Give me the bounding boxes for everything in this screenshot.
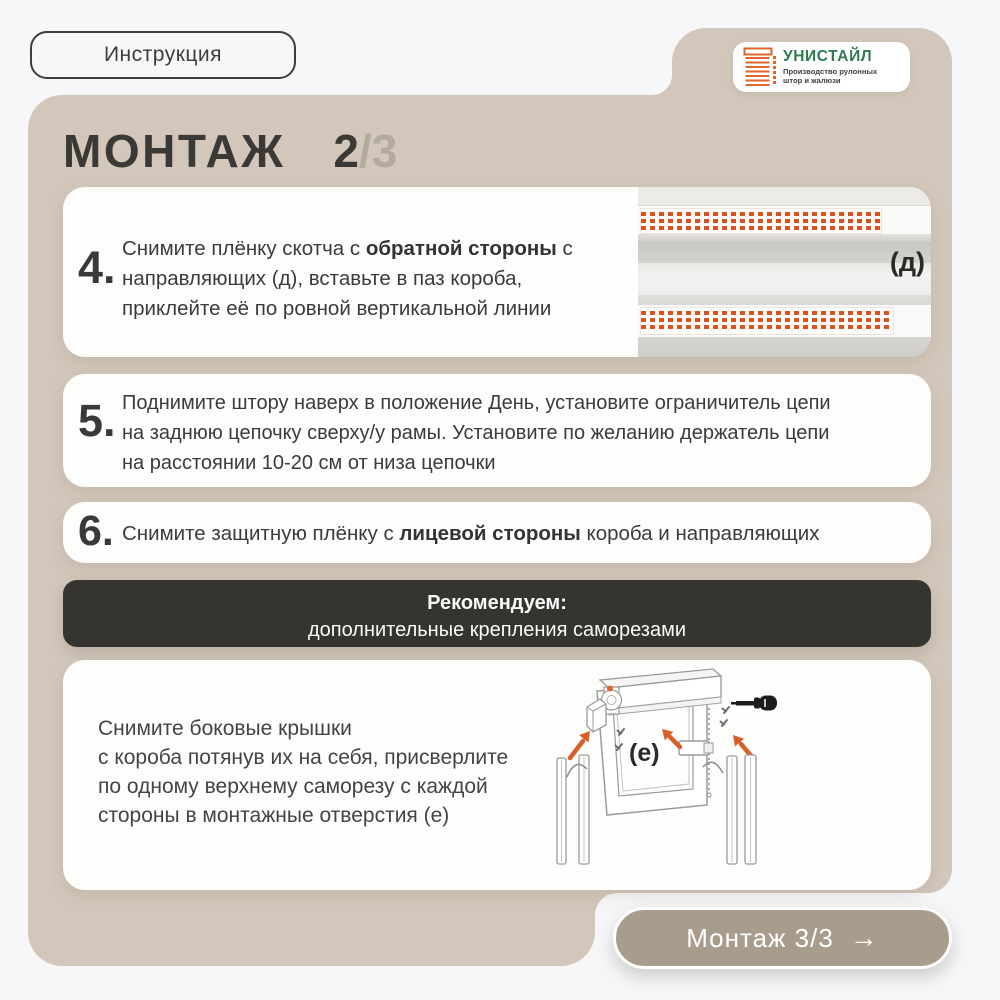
screwdriver-icon	[731, 696, 777, 711]
brand-name: УНИСТАЙЛ	[783, 47, 873, 65]
recommendation-title: Рекомендуем:	[427, 592, 567, 614]
brand-subtitle-line1: Производство рулонных	[783, 66, 878, 76]
recommendation-text: дополнительные крепления саморезами	[307, 619, 687, 641]
step-6-card	[63, 502, 931, 563]
brand-logo	[733, 42, 910, 92]
adhesive-tape-strip	[640, 208, 882, 234]
step-6-number: 6.	[78, 507, 114, 555]
adhesive-tape-strip	[640, 307, 894, 335]
recommendation-banner	[63, 580, 931, 647]
brand-subtitle-line2: штор и жалюзи	[783, 76, 841, 85]
page-number-current: 2	[333, 125, 359, 177]
final-step-text: Снимите боковые крышки с короба потянув их на себя, присверлите по одному верхнему саморезу с каждой стороны в монтажные отверстия (е)	[98, 717, 509, 827]
step-5-text: Поднимите штору наверх в положение День, установите ограничитель цепи на заднюю цепочку сверху/у рамы. Установите по желанию держатель цепи на расстоянии 10-20 см от низа цепочки	[122, 392, 831, 474]
step-5-number: 5.	[78, 395, 116, 446]
step-4-number: 4.	[78, 242, 116, 293]
diagram-label-e: (е)	[629, 739, 660, 767]
step-5-card	[63, 374, 931, 487]
step-4-card	[63, 187, 931, 357]
roller-blind-icon	[743, 47, 777, 87]
page-number-total: /3	[358, 125, 398, 177]
step-6-text: Снимите защитную плёнку с лицевой стороны короба и направляющих	[122, 522, 820, 545]
arrow-right-icon: →	[849, 922, 879, 953]
window-mounting-diagram	[543, 663, 783, 888]
page-title-text: МОНТАЖ	[63, 125, 286, 177]
next-page-label: Монтаж 3/3	[686, 922, 834, 953]
guide-rails-photo	[638, 187, 931, 357]
final-step-card	[63, 660, 931, 890]
instruction-badge-label: Инструкция	[103, 43, 223, 66]
page-title	[63, 124, 398, 177]
next-page-button[interactable]	[613, 907, 952, 969]
instruction-badge	[30, 31, 296, 79]
step-4-text: Снимите плёнку скотча с обратной стороны с направляющих (д), вставьте в паз короба, приклейте её по ровной вертикальной линии	[122, 237, 573, 320]
photo-label-d: (д)	[889, 247, 925, 277]
